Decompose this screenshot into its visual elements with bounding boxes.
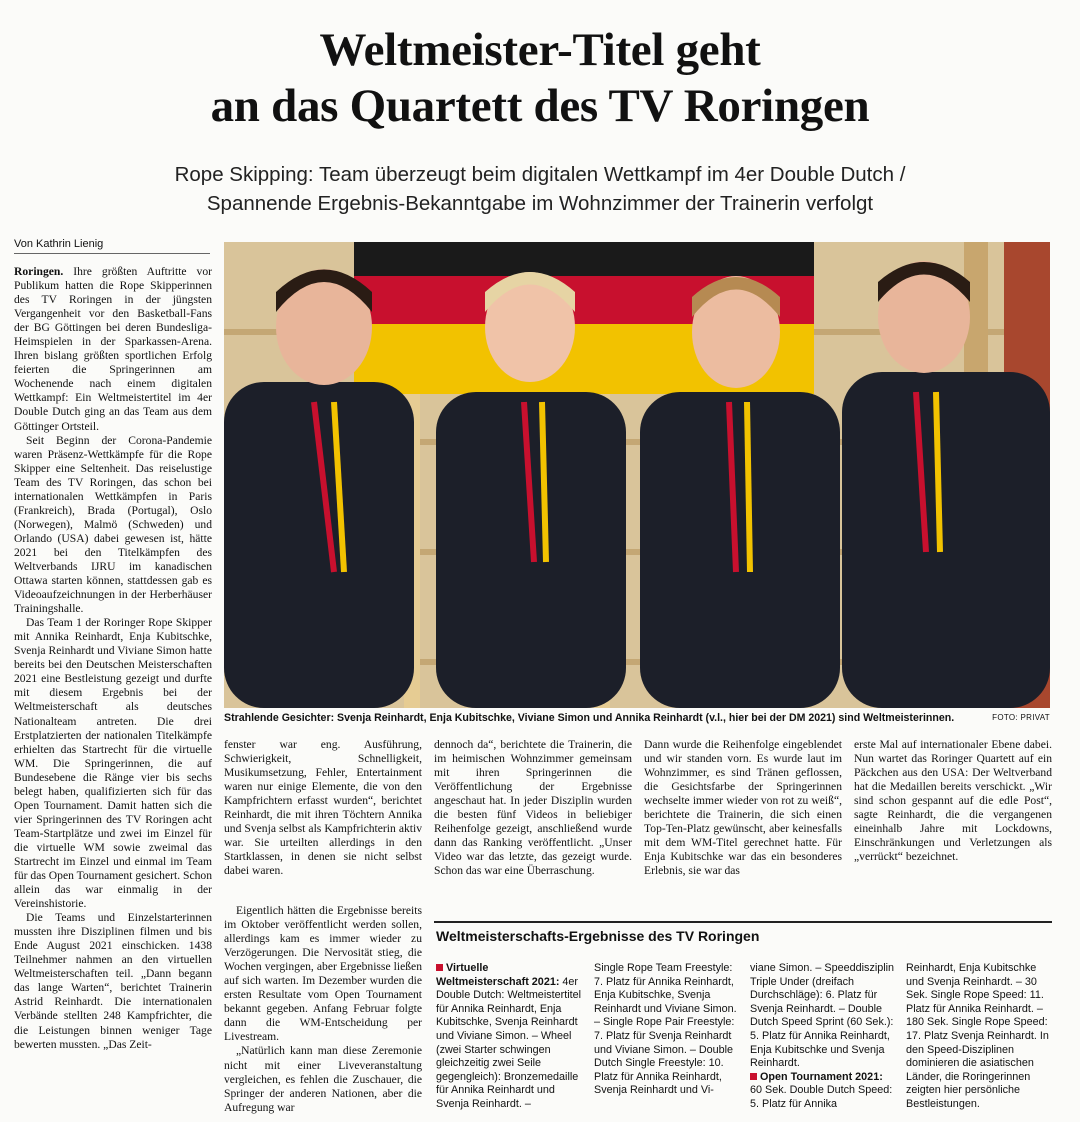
paragraph: Die Teams und Einzelstarterinnen mussten ihre Disziplinen filmen und bis Ende August 2021 einschicken. 1438 Teilnehmer nahmen an den virtuellen Weltmeisterschaften teil. „Dann begann das lange Warten“, berichtet Trainerin Astrid Reinhardt. Die internationalen Verbände stellten 248 Kampfrichter, die die Leistungen binnen weniger Tage bewerten mussten. „Das Zeit- — [14, 911, 212, 1051]
headline-line-2: an das Quartett des TV Roringen — [210, 80, 870, 132]
dateline: Roringen. — [14, 265, 64, 278]
results-column-3: viane Simon. – Speeddisziplin Triple Under (dreifach Durchschläge): 6. Platz für Svenja Reinhardt. – Double Dutch Speed Sprint (60 Sek.): 5. Platz für Annika Reinhardt, Enja Kubitschke und Svenja Reinhardt. Open Tournament 2021: 60 Sek. Double Dutch Speed: 5. Platz für Annika — [750, 962, 895, 1110]
square-bullet-icon — [750, 1073, 757, 1080]
paragraph: „Natürlich kann man diese Zeremonie nicht mit einer Liveveranstaltung vergleichen, es fehlen die Zuschauer, die Springer der anderen Nationen, aber die Aufregung war — [224, 1044, 422, 1114]
article-column-1 — [14, 265, 212, 1120]
photo-caption — [224, 712, 1050, 724]
results-column-2: Single Rope Team Freestyle: 7. Platz für Annika Reinhardt, Enja Kubitschke, Svenja Reinhardt und Viviane Simon. – Single Rope Pair Freestyle: 7. Platz für Svenja Reinhardt und Viviane Simon. – Double Dutch Single Freestyle: 10. Platz für Annika Reinhardt, Svenja Reinhardt und Vi- — [594, 962, 737, 1097]
paragraph: dennoch da“, berichtete die Trainerin, die im heimischen Wohnzimmer gemeinsam mit ihren Springerinnen die Veröffentlichung der Ergebnisse angeschaut hat. In jeder Disziplin wurden die besten fünf Videos in beliebiger Reihenfolge gezeigt, anschließend wurde dann das Ranking veröffentlicht. „Unser Video war das letzte, das gezeigt wurde. Schon das war eine Überraschung. — [434, 738, 632, 878]
results-box-title: Weltmeisterschafts-Ergebnisse des TV Roringen — [436, 928, 760, 944]
article-column-4 — [644, 738, 842, 898]
results-column-1: Virtuelle Weltmeisterschaft 2021: 4er Double Dutch: Weltmeistertitel für Annika Reinhardt, Enja Kubitschke, Svenja Reinhardt und Viviane Simon. – Wheel (zwei Starter schwingen gleichzeitig zwei Seile gegengleich): Bronzemedaille für Annika Reinhardt und Svenja Reinhardt. – — [436, 962, 582, 1110]
article-column-2 — [224, 738, 422, 898]
paragraph: Dann wurde die Reihenfolge eingeblendet und wir standen vorn. Es wurde laut im Wohnzimmer, es sind Tränen geflossen, die Gesichtsfarbe der Springerinnen wechselte immer wieder von rot zu weiß“, berichtete die Trainerin, die sich einen Top-Ten-Platz gewünscht, aber keinesfalls mit dem WM-Titel gerechnet hatte. Für Enja Kubitschke war das ein besonderes Erlebnis, sie war das — [644, 738, 842, 878]
byline: Von Kathrin Lienig — [14, 238, 210, 254]
article-column-2-continued — [224, 904, 422, 1119]
subheadline — [0, 160, 1080, 218]
paragraph: erste Mal auf internationaler Ebene dabei. Nun wartet das Roringer Quartett auf ein Päckchen aus den USA: Der Weltverband hat die Medaillen bereits verschickt. „Wir sind schon gespannt auf die edle Post“, sagte Reinhardt, die die vergangenen eineinhalb Jahre mit Lockdowns, Einschränkungen und Verletzungen als „verrückt“ bezeichnet. — [854, 738, 1052, 864]
results-heading: Virtuelle Weltmeisterschaft 2021: — [436, 962, 560, 988]
paragraph: fenster war eng. Ausführung, Schwierigkeit, Schnelligkeit, Musikumsetzung, Fehler, Entertainment waren nur einige Elemente, die von den Kampfrichtern erfasst wurden“, berichtet Reinhardt, die mit ihren Töchtern Annika und Svenja selbst als Kampfrichterin aktiv war. Sie urteilten allerdings in den Startklassen, in denen sie nicht selbst dabei waren. — [224, 738, 422, 878]
headline — [0, 22, 1080, 134]
team-photo-illustration — [224, 242, 1050, 708]
paragraph: Eigentlich hätten die Ergebnisse bereits im Oktober veröffentlicht werden sollen, allerdings kam es immer wieder zu Verzögerungen. Die Nervosität stieg, die Wochen vergingen, aber Ergebnisse ließen auf sich warten. Im Dezember wurden die ersten Resultate vom Open Tournament bekannt gegeben. Anfang Februar folgte dann die WM-Entscheidung per Livestream. — [224, 904, 422, 1044]
article-column-5 — [854, 738, 1052, 898]
caption-text: Strahlende Gesichter: Svenja Reinhardt, Enja Kubitschke, Viviane Simon und Annika Reinhardt (v.l., hier bei der DM 2021) sind Weltmeisterinnen. — [224, 712, 955, 724]
article-column-3 — [434, 738, 632, 898]
headline-line-1: Weltmeister-Titel geht — [319, 24, 761, 76]
team-photo — [224, 242, 1050, 708]
paragraph: Seit Beginn der Corona-Pandemie waren Präsenz-Wettkämpfe für die Rope Skipper eine Seltenheit. Das reiselustige Team des TV Roringen, das schon bei internationalen Wettkämpfen in Paris (Frankreich), Brada (Portugal), Oslo (Norwegen), Malmö (Schweden) und Orlando (USA) dabei gewesen ist, hätte 2021 bei den Titelkämpfen des Weltverbands IJRU im kanadischen Ottawa starten können, stattdessen gab es Videoaufzeichnungen in der Herberhäuser Trainingshalle. — [14, 433, 212, 616]
paragraph: Roringen. Ihre größten Auftritte vor Publikum hatten die Rope Skipperinnen des TV Roringen in der jüngsten Vergangenheit vor den Basketball-Fans der BG Göttingen bei deren Bundesliga-Heimspielen in der Sparkassen-Arena. Ihren bislang größten sportlichen Erfolg feierten die Springerinnen am Wochenende nach einem digitalen Wettkampf: Ein Weltmeistertitel im 4er Double Dutch ging an das Team aus dem Göttinger Ortsteil. — [14, 265, 212, 433]
results-heading: Open Tournament 2021: — [760, 1070, 883, 1083]
square-bullet-icon — [436, 964, 443, 971]
photo-credit: FOTO: PRIVAT — [992, 713, 1050, 722]
results-column-4: Reinhardt, Enja Kubitschke und Svenja Reinhardt. – 30 Sek. Single Rope Speed: 11. Platz für Annika Reinhardt. – 180 Sek. Single Rope Speed: 17. Platz Svenja Reinhardt. In den Speed-Disziplinen dominieren die asiatischen Länder, die Roringerinnen zeigten hier persönliche Bestleistungen. — [906, 962, 1049, 1110]
subheadline-line-2: Spannende Ergebnis-Bekanntgabe im Wohnzimmer der Trainerin verfolgt — [206, 192, 874, 215]
subheadline-line-1: Rope Skipping: Team überzeugt beim digitalen Wettkampf im 4er Double Dutch / — [174, 163, 906, 186]
results-box-rule — [434, 921, 1052, 923]
paragraph: Das Team 1 der Roringer Rope Skipper mit Annika Reinhardt, Enja Kubitschke, Svenja Reinhardt und Viviane Simon hatte bereits bei den Deutschen Meisterschaften 2021 eine Bestleistung gezeigt und durfte mit diesem Ergebnis bei der Weltmeisterschaft als deutsches Nationalteam antreten. Die drei Erstplatzierten der nationalen Titelkämpfe erhielten das Startrecht für die virtuelle WM. Die Springerinnen, die auf Bundesebene die Ränge vier bis sechs belegt haben, qualifizierten sich für das Open Tournament. Damit hatten sich die vier Springerinnen des TV Roringen acht Team-Startplätze und zwei im Einzel für die virtuelle WM sowie zweimal das Startrecht im Einzel und einmal im Team für das Open Tournament gesichert. Schon allein das war einmalig in der Vereinshistorie. — [14, 616, 212, 911]
